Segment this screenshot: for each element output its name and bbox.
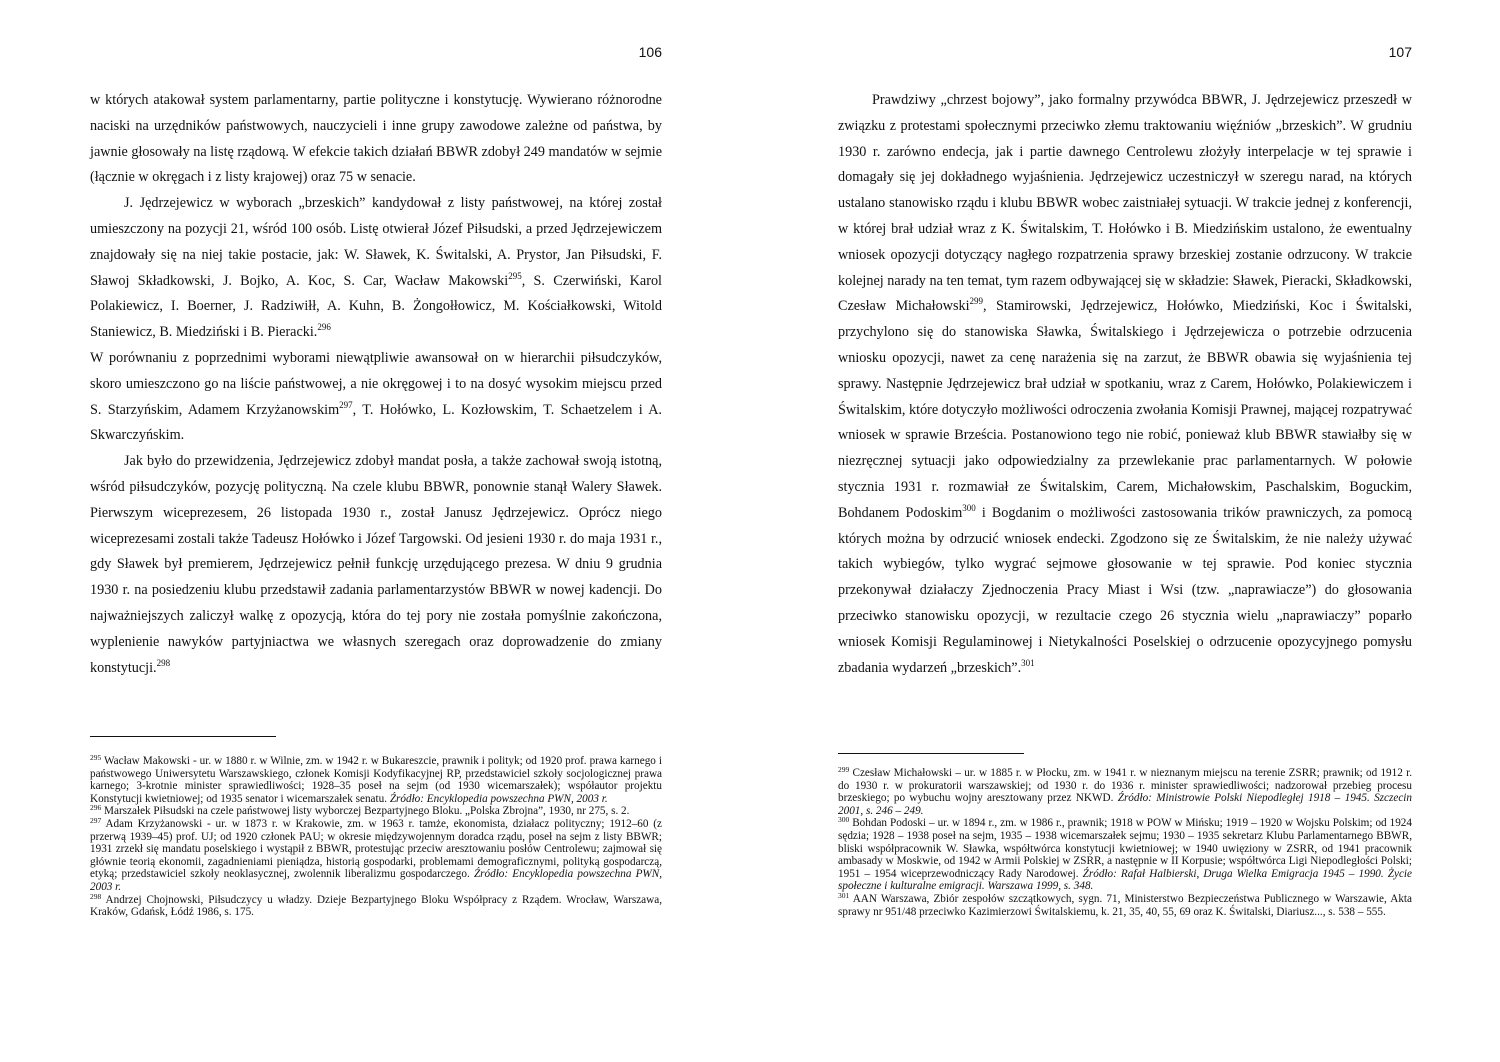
text-run: W porównaniu z poprzednimi wyborami niewątpliwie awansował on w hierarchii piłsudczyków, skoro umieszczono go na liście państwowej, a nie okręgowej i to na dosyć wysokim miejscu przed S. Starzyńskim, Adamem Krzyżanowskim [90, 349, 662, 418]
footnotes [838, 767, 1412, 918]
footnote [838, 817, 1412, 893]
paragraph [838, 88, 1412, 681]
footnote-separator [90, 736, 276, 737]
text-run: Czesław Michałowski – ur. w 1885 r. w Płocku, zm. w 1941 r. w nieznanym miejscu na terenie ZSRR; prawnik; od 1912 r. do 1930 r. w prokuratorii warszawskiej; od 1930 r. do 1936 r. minister sprawiedliwości; nadzorował przebieg procesu brzeskiego; po wybuchu wojny aresztowany przez NKWD. [838, 767, 1412, 805]
footnote-marker: 296 [317, 322, 331, 333]
text-run: Andrzej Chojnowski, Piłsudczycy u władzy. Dzieje Bezpartyjnego Bloku Współpracy z Rządem. Wrocław, Warszawa, Kraków, Gdańsk, Łódź 1986, s. 175. [90, 893, 662, 919]
paragraph [90, 449, 662, 681]
footnote-marker: 297 [90, 815, 102, 825]
text-run: Adam Krzyżanowski - ur. w 1873 r. w Krakowie, zm. w 1963 r. tamże, ekonomista, działacz polityczny; 1912–60 (z przerwą 1939–45) prof. UJ; od 1920 członek PAU; w okresie międzywojennym doradca rządu, poseł na sejm z listy BBWR; 1931 zrzekł się mandatu poselskiego i wystąpił z BBWR, protestując przeciw aresztowaniu posłów Centrolewu; zajmował się głównie teorią ekonomii, zagadnieniami pieniądza, historią gospodarki, problemami demograficznymi, polityką gospodarczą, etyką; przedstawiciel szkoły neoklasycznej, zwolennik liberalizmu gospodarczego. [90, 817, 662, 881]
text-run: Bohdan Podoski – ur. w 1894 r., zm. w 1986 r., prawnik; 1918 w POW w Mińsku; 1919 – 1920 w Wojsku Polskim; od 1924 sędzia; 1928 – 1938 poseł na sejm, 1935 – 1938 wicemarszałek sejmu; 1930 – 1935 sekretarz Klubu Parlamentarnego BBWR, bliski współpracownik W. Sławka, współtwórca konstytucji kwietniowej; w 1940 uwięziony w ZSRR, od 1941 pracownik ambasady w Moskwie, od 1942 w Armii Polskiej w ZSRR, a następnie w II Korpusie; współtwórca Ligi Niepodległości Polski; 1951 – 1954 wiceprzewodniczący Rady Narodowej. [838, 817, 1412, 880]
text-run: i Bogdanim o możliwości zastosowania trików prawniczych, za pomocą których można by odrzucić wniosek endecki. Zgodzono się ze Świtalskim, że nie należy używać takich wybiegów, tylko wygrać sejmowe głosowanie w tej sprawie. Pod koniec stycznia przekonywał działaczy Zjednoczenia Pracy Miast i Wsi (tzw. „naprawiacze”) do głosowania przeciwko stanowisku opozycji, w rezultacie czego 26 stycznia wielu „naprawiaczy” poparło wniosek Komisji Regulaminowej i Nietykalności Poselskiej o odrzucenie opozycyjnego pomysłu zbadania wydarzeń „brzeskich”. [838, 504, 1412, 676]
text-run: Wacław Makowski - ur. w 1880 r. w Wilnie, zm. w 1942 r. w Bukareszcie, prawnik i polityk; od 1920 prof. prawa karnego i państwowego Uniwersytetu Warszawskiego, członek Komisji Kodyfikacyjnej RP, przedstawiciel szkoły socjologicznej prawa karnego; 3-krotnie minister sprawiedliwości; 1928–35 poseł na sejm (od 1930 wicemarszałek); współautor projektu Konstytucji kwietniowej; od 1935 senator i wicemarszałek senatu. [90, 755, 662, 805]
footnote-separator [838, 753, 1024, 754]
footnote [90, 815, 662, 894]
body-text [838, 88, 1412, 681]
footnote-marker: 299 [969, 296, 984, 307]
footnote-marker: 295 [508, 270, 522, 281]
footnotes [90, 755, 662, 919]
paragraph [90, 191, 662, 346]
source-citation: Źródło: Ministrowie Polski Niepodległej 1918 – 1945. Szczecin 2001, s. 246 – 249. [838, 792, 1412, 817]
text-run: , S. Czerwiński, Karol Polakiewicz, I. Boerner, J. Radziwiłł, A. Kuhn, B. Żongołłowicz, M. Kościałkowski, Witold Staniewicz, B. Miedziński i B. Pieracki. [90, 272, 662, 341]
text-run: w których atakował system parlamentarny, partie polityczne i konstytucję. Wywierano różnorodne naciski na urzędników państwowych, nauczycieli i inne grupy zawodowe zależne od państwa, by jawnie głosowały na listę rządową. W efekcie takich działań BBWR zdobył 249 mandatów w sejmie (łącznie w okręgach i z listy krajowej) oraz 75 w senacie. [90, 92, 662, 186]
left-page [90, 0, 662, 1062]
footnote-marker: 295 [90, 753, 102, 762]
footnote-marker: 300 [838, 815, 850, 825]
paragraph [90, 346, 662, 449]
paragraph [90, 88, 662, 191]
footnote [838, 890, 1412, 918]
page-number: 107 [1388, 44, 1412, 60]
right-page [838, 0, 1412, 1062]
source-citation: Źródło: Encyklopedia powszechna PWN, 2003 r. [389, 792, 608, 805]
text-run: Jak było do przewidzenia, Jędrzejewicz zdobył mandat posła, a także zachował swoją istotną, wśród piłsudczyków, pozycję polityczną. Na czele klubu BBWR, ponownie stanął Walery Sławek. Pierwszym wiceprezesem, 26 listopada 1930 r., został Janusz Jędrzejewicz. Oprócz niego wiceprezesami zostali także Tadeusz Hołówko i Józef Targowski. Od jesieni 1930 r. do maja 1931 r., gdy Sławek był premierem, Jędrzejewicz pełnił funkcję urzędującego prezesa. W dniu 9 grudnia 1930 r. na posiedzeniu klubu przedstawił zadania parlamentarzystów BBWR w nowej kadencji. Do najważniejszych zaliczył walkę z opozycją, która do tej pory nie została pomyślnie zakończona, wyplenienie nawyków partyjniactwa we własnych szeregach oraz doprowadzenie do zmiany konstytucji. [90, 453, 662, 676]
source-citation: Źródło: Encyklopedia powszechna PWN, 2003 r. [90, 868, 662, 893]
footnote-marker: 296 [90, 803, 102, 813]
source-citation: Źródło: Rafał Halbierski, Druga Wielka Emigracja 1945 – 1990. Życie społeczne i kulturalne emigracji. Warszawa 1999, s. 348. [838, 867, 1412, 893]
footnote-marker: 301 [838, 890, 850, 900]
footnote-marker: 298 [90, 891, 102, 901]
body-text [90, 88, 662, 681]
text-run: , T. Hołówko, L. Kozłowskim, T. Schaetzelem i A. Skwarczyńskim. [90, 401, 662, 444]
text-run: J. Jędrzejewicz w wyborach „brzeskich” kandydował z listy państwowej, na której został umieszczony na pozycji 21, wśród 100 osób. Listę otwierał Józef Piłsudski, a przed Jędrzejewiczem znajdowały się na niej takie postacie, jak: W. Sławek, K. Świtalski, A. Prystor, Jan Piłsudski, F. Sławoj Składkowski, J. Bojko, A. Koc, S. Car, Wacław Makowski [90, 195, 662, 289]
footnote [90, 755, 662, 805]
footnote [90, 805, 662, 818]
footnote-marker: 299 [838, 765, 850, 774]
text-run: , Stamirowski, Jędrzejewicz, Hołówko, Miedziński, Koc i Świtalski, przychylono się do stanowiska Sławka, Świtalskiego i Jędrzejewicza o potrzebie odrzucenia wniosku opozycji, nawet za cenę narażenia się na zarzut, że BBWR obawia się wyjaśnienia tej sprawy. Następnie Jędrzejewicz brał udział w spotkaniu, wraz z Carem, Hołówko, Polakiewiczem i Świtalskim, które dotyczyło możliwości odroczenia zwołania Komisji Prawnej, mającej rozpatrywać wniosek w sprawie Brześcia. Postanowiono tego nie robić, ponieważ klub BBWR stawiałby się w niezręcznej sytuacji jako odpowiedzialny za przewlekanie prac parlamentarnych. W połowie stycznia 1931 r. rozmawiał ze Świtalskim, Carem, Michałowskim, Paschalskim, Boguckim, Bohdanem Podoskim [838, 298, 1412, 521]
footnote-marker: 298 [156, 657, 171, 668]
text-run: AAN Warszawa, Zbiór zespołów szczątkowych, sygn. 71, Ministerstwo Bezpieczeństwa Publicznego w Warszawie, Akta sprawy nr 951/48 przeciwko Kazimierzowi Świtalskiemu, k. 21, 35, 40, 55, 69 oraz K. Świtalski, Diariusz..., s. 538 – 555. [838, 892, 1412, 918]
page-number: 106 [638, 44, 662, 60]
footnote-marker: 300 [962, 502, 976, 513]
footnote-marker: 297 [339, 399, 353, 410]
footnote-marker: 301 [1021, 657, 1035, 668]
footnote [838, 767, 1412, 817]
text-run: Prawdziwy „chrzest bojowy”, jako formalny przywódca BBWR, J. Jędrzejewicz przeszedł w związku z protestami społecznymi przeciwko złemu traktowaniu więźniów „brzeskich”. W grudniu 1930 r. zarówno endecja, jak i partie dawnego Centrolewu złożyły interpelacje w tej sprawie i domagały się jej dokładnego wyjaśnienia. Jędrzejewicz uczestniczył w szeregu narad, na których ustalano stanowisko rządu i klubu BBWR wobec zaistniałej sytuacji. W trakcie jednej z konferencji, w której brał udział wraz z K. Świtalskim, T. Hołówko i B. Miedzińskim ustalono, że ewentualny wniosek opozycji dotyczący nagłego rozpatrzenia sprawy brzeskiej zostanie odrzucony. W trakcie kolejnej narady na ten temat, tym razem odbywającej się w składzie: Sławek, Pieracki, Składkowski, Czesław Michałowski [838, 92, 1412, 315]
text-run: Marszałek Piłsudski na czele państwowej listy wyborczej Bezpartyjnego Bloku. „Polska Zbrojna”, 1930, nr 275, s. 2. [101, 805, 630, 818]
footnote [90, 891, 662, 919]
